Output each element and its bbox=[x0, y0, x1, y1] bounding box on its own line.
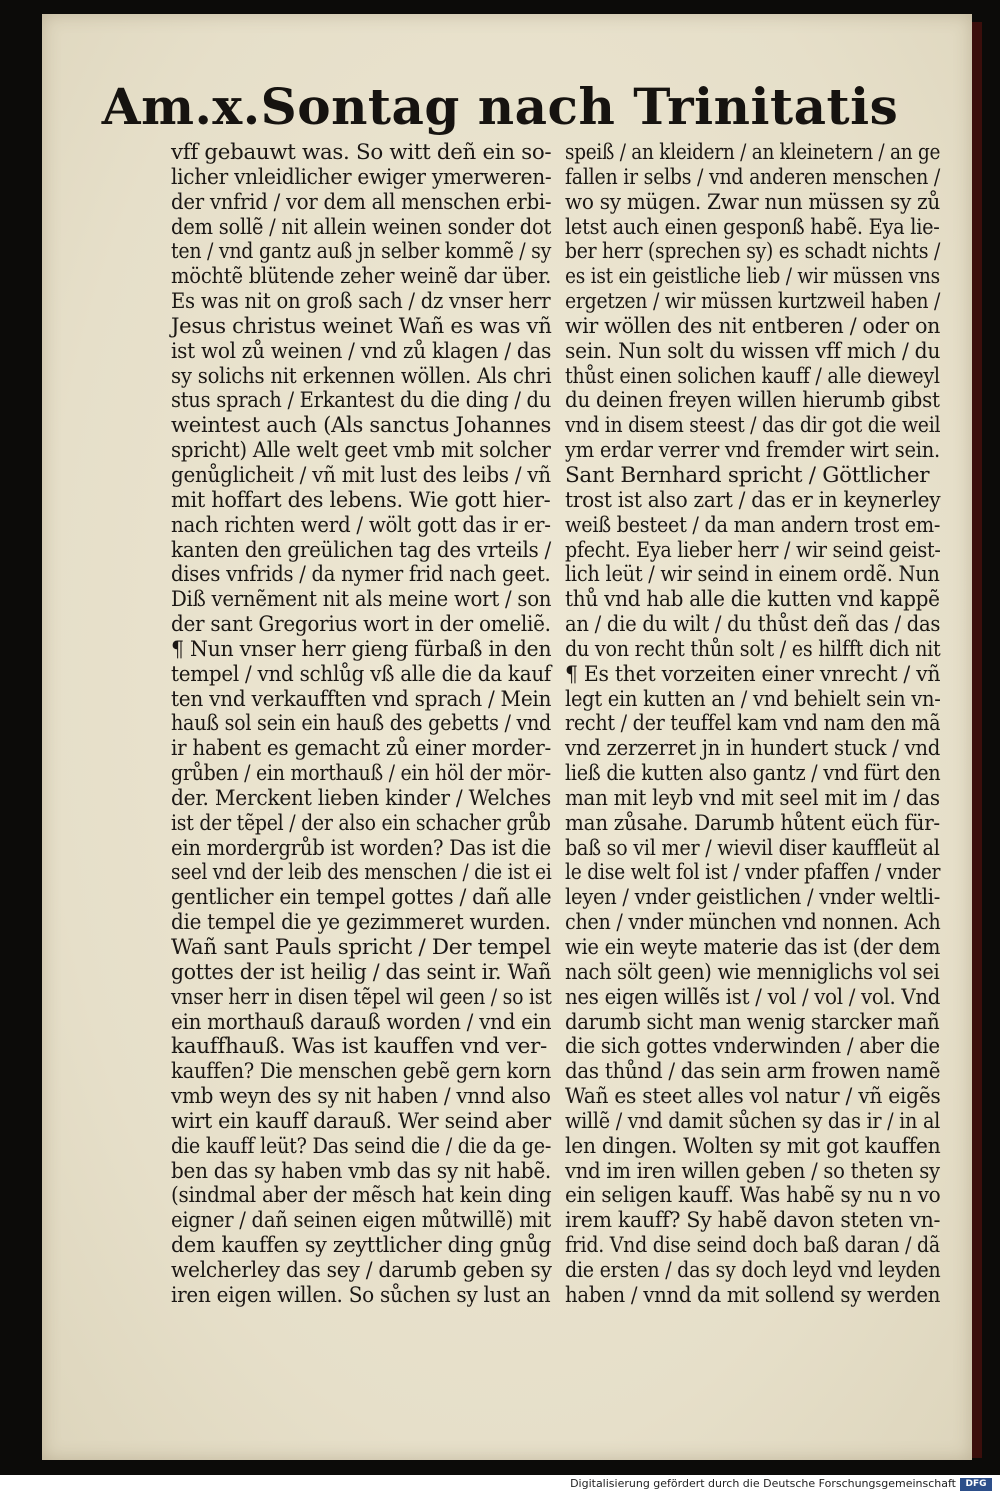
text-line: vnd in disem steest / das dir got die weil bbox=[565, 413, 941, 439]
text-line: die kauff leüt? Das seind die / die da ge- bbox=[171, 1133, 552, 1159]
text-line: ten / vnd gantz auß jn selber kommẽ / sy bbox=[171, 239, 552, 265]
text-line: vnd zerzerret jn in hundert stuck / vnd bbox=[565, 736, 941, 762]
text-line: recht / der teuffel kam vnd nam den mã bbox=[565, 711, 941, 737]
text-line: nach sölt geen) wie menniglichs vol sei bbox=[565, 959, 940, 985]
text-line: ym erdar verrer vnd fremder wirt sein. bbox=[565, 438, 940, 464]
text-line: kauffhauß. Was ist kauffen vnd ver- bbox=[171, 1034, 547, 1060]
text-line: der sant Gregorius wort in der omeliẽ. bbox=[171, 612, 551, 638]
text-line: sein. Nun solt du wissen vff mich / du bbox=[565, 338, 941, 364]
text-line: darumb sicht man wenig starcker mañ bbox=[565, 1009, 940, 1035]
text-line: seel vnd der leib des menschen / die ist ei bbox=[171, 860, 552, 886]
text-line: Diß vernẽment nit als meine wort / son bbox=[171, 587, 552, 613]
text-line: wo sy mügen. Zwar nun müssen sy zů bbox=[565, 189, 940, 215]
text-line: hauß sol sein ein hauß des gebetts / vnd bbox=[171, 711, 552, 737]
text-line: legt ein kutten an / vnd behielt sein vn- bbox=[565, 686, 941, 712]
text-line: weintest auch (Als sanctus Johannes bbox=[171, 413, 552, 439]
text-line: licher vnleidlicher ewiger ymerweren- bbox=[171, 164, 552, 190]
text-line: iren eigen willen. So sůchen sy lust an bbox=[171, 1282, 551, 1308]
text-line: stus sprach / Erkantest du die ding / du bbox=[171, 388, 552, 414]
text-line: (sindmal aber der mẽsch hat kein ding bbox=[171, 1183, 552, 1209]
text-line: lich leüt / wir seind in einem ordẽ. Nun bbox=[565, 562, 940, 588]
text-line: le dise welt fol ist / vnder pfaffen / vnder bbox=[565, 860, 941, 886]
text-line: irem kauff? Sy habẽ davon steten vn- bbox=[565, 1208, 941, 1234]
text-line: ließ die kutten also gantz / vnd fürt den bbox=[565, 761, 941, 787]
text-line: spricht) Alle welt geet vmb mit solcher bbox=[171, 438, 551, 464]
text-line: mit hoffart des lebens. Wie gott hier- bbox=[171, 487, 551, 513]
text-line: es ist ein geistliche lieb / wir müssen vns bbox=[565, 264, 940, 290]
text-line: genůglicheit / vñ mit lust des leibs / vñ bbox=[171, 462, 551, 488]
text-line: vmb weyn des sy nit haben / vnnd also bbox=[171, 1084, 551, 1110]
text-line: len dingen. Wolten sy mit got kauffen bbox=[565, 1133, 941, 1159]
text-line: das thůnd / das sein arm frowen namẽ bbox=[565, 1059, 941, 1085]
text-line: kauffen? Die menschen gebẽ gern korn bbox=[171, 1059, 552, 1085]
text-line: wirt ein kauff darauß. Wer seind aber bbox=[171, 1108, 551, 1134]
text-line: Wañ sant Pauls spricht / Der tempel bbox=[171, 935, 551, 960]
text-line: welcherley das sey / darumb geben sy bbox=[171, 1257, 552, 1283]
text-line: ir habent es gemacht zů einer morder- bbox=[171, 736, 552, 762]
text-line: ten vnd verkaufften vnd sprach / Mein bbox=[171, 686, 552, 712]
footer-credit: Digitalisierung gefördert durch die Deutsche Forschungsgemeinschaft bbox=[570, 1477, 956, 1490]
text-line: dem sollẽ / nit allein weinen sonder dot bbox=[171, 214, 552, 240]
text-line: willẽ / vnd damit sůchen sy das ir / in al bbox=[565, 1108, 941, 1134]
text-line: möchtẽ blütende zeher weinẽ dar über. bbox=[171, 264, 552, 290]
text-line: Sant Bernhard spricht / Göttlicher bbox=[565, 462, 930, 488]
text-line: letst auch einen gesponß habẽ. Eya lie- bbox=[565, 214, 940, 240]
text-line: Es was nit on groß sach / dz vnser herr bbox=[171, 289, 551, 315]
text-line: die sich gottes vnderwinden / aber die bbox=[565, 1034, 940, 1060]
right-column bbox=[565, 141, 940, 1309]
text-line: ein mordergrůb ist worden? Das ist die bbox=[171, 835, 551, 861]
text-line: die tempel die ye gezimmeret wurden. bbox=[171, 910, 551, 936]
text-line: wir wöllen des nit entberen / oder on bbox=[565, 313, 941, 339]
text-line: thůst einen solichen kauff / alle dieweyl bbox=[565, 363, 940, 389]
text-line: Wañ es steet alles vol natur / vñ eigẽs bbox=[565, 1084, 941, 1110]
text-line: vnd im iren willen geben / so theten sy bbox=[565, 1158, 940, 1184]
text-line: kanten den greülichen tag des vrteils / bbox=[171, 537, 552, 563]
text-line: dises vnfrids / da nymer frid nach geet. bbox=[171, 562, 551, 588]
text-line: ist wol zů weinen / vnd zů klagen / das bbox=[171, 338, 552, 364]
text-line: ¶ Es thet vorzeiten einer vnrecht / vñ bbox=[565, 661, 941, 687]
text-line: man zůsahe. Darumb hůtent eüch für- bbox=[565, 810, 940, 836]
text-line: grůben / ein morthauß / ein höl der mör- bbox=[171, 761, 551, 787]
text-line: eigner / dañ seinen eigen můtwillẽ) mit bbox=[171, 1208, 551, 1234]
text-line: leyen / vnder geistlichen / vnder weltli- bbox=[565, 885, 941, 911]
text-line: ¶ Nun vnser herr gieng fürbaß in den bbox=[171, 636, 552, 662]
text-line: nach richten werd / wölt gott das ir er- bbox=[171, 512, 551, 538]
text-line: baß so vil mer / wievil diser kauffleüt al bbox=[565, 835, 940, 861]
text-line: vnser herr in disen tẽpel wil geen / so ist bbox=[171, 984, 552, 1010]
text-line: ber herr (sprechen sy) es schadt nichts / bbox=[565, 239, 941, 265]
text-line: fallen ir selbs / vnd anderen menschen / bbox=[565, 164, 941, 190]
text-line: pfecht. Eya lieber herr / wir seind geist- bbox=[565, 537, 941, 563]
text-line: chen / vnder münchen vnd nonnen. Ach bbox=[565, 910, 941, 936]
text-line: dem kauffen sy zeyttlicher ding gnůg bbox=[171, 1233, 552, 1259]
text-line: du deinen freyen willen hierumb gibst bbox=[565, 388, 940, 414]
text-line: vff gebauwt was. So witt deñ ein so- bbox=[171, 140, 552, 165]
text-line: trost ist also zart / das er in keynerley bbox=[565, 487, 941, 513]
page-edge bbox=[972, 22, 982, 1458]
text-line: gottes der ist heilig / das seint ir. Wañ bbox=[171, 959, 552, 985]
left-column bbox=[171, 141, 551, 1309]
running-head: Am.x.Sontag nach Trinitatis bbox=[101, 77, 899, 136]
text-line: man mit leyb vnd mit seel mit im / das bbox=[565, 785, 940, 811]
text-line: frid. Vnd dise seind doch baß daran / dã bbox=[565, 1233, 940, 1259]
text-line: tempel / vnd schlůg vß alle die da kauf bbox=[171, 661, 551, 687]
text-line: ein seligen kauff. Was habẽ sy nu n vo bbox=[565, 1183, 941, 1209]
text-line: ein morthauß darauß worden / vnd ein bbox=[171, 1009, 552, 1035]
text-line: gentlicher ein tempel gottes / dañ alle bbox=[171, 885, 552, 911]
text-line: die ersten / das sy doch leyd vnd leyden bbox=[565, 1257, 941, 1283]
text-line: speiß / an kleidern / an kleinetern / an ge bbox=[565, 140, 941, 165]
text-line: ben das sy haben vmb das sy nit habẽ. bbox=[171, 1158, 551, 1184]
text-line: sy solichs nit erkennen wöllen. Als chri bbox=[171, 363, 552, 389]
text-line: der. Merckent lieben kinder / Welches bbox=[171, 785, 551, 811]
dfg-logo: DFG bbox=[960, 1478, 992, 1491]
text-line: du von recht thůn solt / es hilfft dich nit bbox=[565, 636, 941, 662]
text-line: Jesus christus weinet Wañ es was vñ bbox=[171, 313, 552, 339]
text-line: thů vnd hab alle die kutten vnd kappẽ bbox=[565, 587, 940, 613]
text-line: ist der tẽpel / der also ein schacher grůb bbox=[171, 810, 551, 836]
text-line: der vnfrid / vor dem all menschen erbi- bbox=[171, 189, 552, 215]
text-line: an / die du wilt / du thůst deñ das / das bbox=[565, 612, 941, 638]
text-line: ergetzen / wir müssen kurtzweil haben / bbox=[565, 289, 941, 315]
text-line: weiß besteet / da man andern trost em- bbox=[565, 512, 941, 538]
text-line: wie ein weyte materie das ist (der dem bbox=[565, 935, 941, 960]
text-line: nes eigen willẽs ist / vol / vol / vol. Vnd bbox=[565, 984, 941, 1010]
text-line: haben / vnnd da mit sollend sy werden bbox=[565, 1282, 941, 1308]
